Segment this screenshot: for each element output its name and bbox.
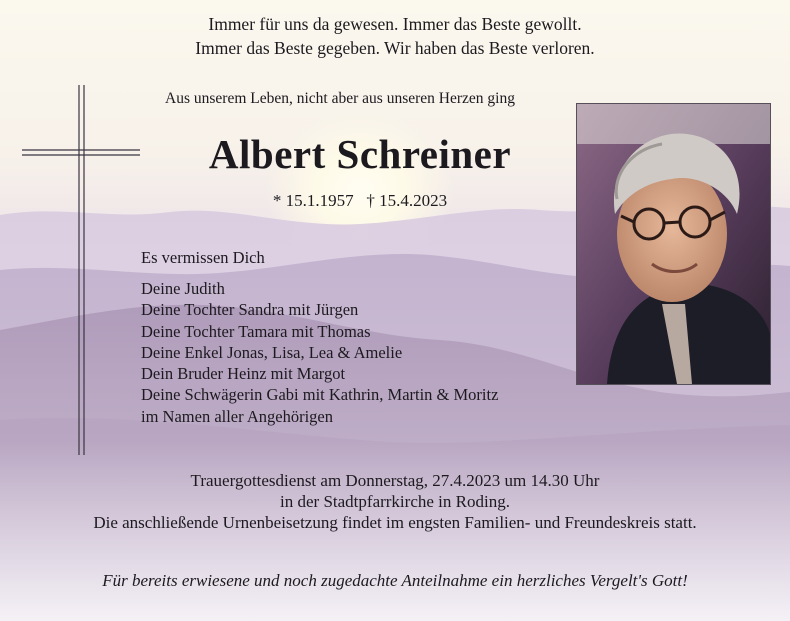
missing-heading: Es vermissen Dich [141,248,265,267]
deceased-name: Albert Schreiner [208,131,512,177]
list-item: Deine Enkel Jonas, Lisa, Lea & Amelie [141,342,403,362]
list-item: Deine Judith [141,279,225,298]
list-item: im Namen aller Angehörigen [141,406,333,426]
service-line-1: Trauergottesdienst am Donnerstag, 27.4.2023 um 14.30 Uhr [190,471,600,490]
motto-line-2: Immer das Beste gegeben. Wir haben das Beste verloren. [195,38,595,58]
portrait-photo [576,103,771,385]
intro-text: Aus unserem Leben, nicht aber aus unseren Herzen ging [165,90,515,107]
cross-icon [0,0,150,460]
list-item: Deine Schwägerin Gabi mit Kathrin, Martin & Moritz [141,385,499,405]
motto-line-1: Immer für uns da gewesen. Immer das Beste gewollt. [208,14,582,34]
list-item: Deine Tochter Tamara mit Thomas [141,321,371,341]
thanks-text: Für bereits erwiesene und noch zugedachte Anteilnahme ein herzliches Vergelt's Gott! [102,571,688,590]
list-item: Deine Tochter Sandra mit Jürgen [141,300,359,320]
service-line-2: in der Stadtpfarrkirche in Roding. [280,492,510,511]
service-line-3: Die anschließende Urnenbeisetzung findet im engsten Familien- und Freundeskreis statt. [93,513,697,532]
mourners-list [141,278,498,427]
motto [0,12,790,60]
list-item: Dein Bruder Heinz mit Margot [141,364,346,384]
life-dates: * 15.1.1957 † 15.4.2023 [272,191,448,210]
service-info [0,470,790,533]
